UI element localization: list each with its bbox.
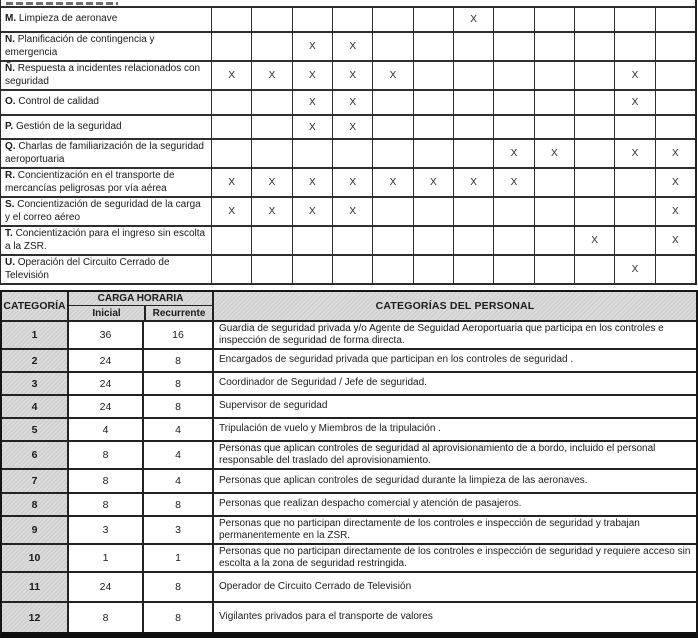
matrix-cell-col12 [655, 227, 695, 254]
matrix-cell-col3 [292, 227, 332, 254]
category-row [2, 440, 696, 468]
x-mark: X [228, 70, 235, 81]
category-row [2, 394, 696, 417]
matrix-cell-col9 [534, 227, 574, 254]
matrix-cell-col1 [211, 8, 251, 31]
matrix-row [1, 91, 695, 116]
personnel-description-cell: Coordinador de Seguridad / Jefe de seguridad. [212, 373, 696, 394]
matrix-cell-col11 [614, 140, 654, 167]
row-letter-prefix: R. [5, 170, 18, 181]
matrix-cell-col3 [292, 116, 332, 138]
recurrente-hours-cell: 8 [142, 396, 212, 417]
matrix-cell-col9 [534, 116, 574, 138]
row-letter-prefix: T. [5, 228, 16, 239]
x-mark: X [591, 235, 598, 246]
matrix-row [1, 8, 695, 33]
inicial-hours-cell: 8 [67, 470, 142, 492]
matrix-cell-col5 [372, 227, 412, 254]
matrix-row-cells [211, 116, 695, 138]
matrix-cell-col2 [251, 169, 291, 196]
category-row [2, 543, 696, 571]
x-mark: X [228, 177, 235, 188]
matrix-cell-col9 [534, 169, 574, 196]
inicial-hours-cell: 24 [67, 396, 142, 417]
matrix-cell-col1 [211, 256, 251, 283]
recurrente-hours-cell: 16 [142, 322, 212, 348]
matrix-cell-col12 [655, 8, 695, 31]
category-number-cell: 1 [2, 322, 67, 348]
matrix-cell-col3 [292, 62, 332, 89]
matrix-cell-col11 [614, 198, 654, 225]
row-letter-prefix: S. [5, 199, 18, 210]
matrix-cell-col5 [372, 169, 412, 196]
matrix-cell-col9 [534, 198, 574, 225]
inicial-hours-cell: 8 [67, 494, 142, 515]
matrix-cell-col8 [493, 91, 533, 114]
inicial-hours-cell: 8 [67, 603, 142, 632]
matrix-cell-col12 [655, 256, 695, 283]
matrix-cell-col6 [413, 140, 453, 167]
personnel-description-cell: Personas que aplican controles de seguridad durante la limpieza de las aeronaves. [212, 470, 696, 492]
matrix-row-cells [211, 140, 695, 167]
matrix-row-label: Ñ. Respuesta a incidentes relacionados con seguridad [5, 63, 201, 87]
header-carga-horaria-group [67, 292, 212, 320]
personnel-description-cell: Personas que realizan despacho comercial y atención de pasajeros. [212, 494, 696, 515]
header-carga-horaria: CARGA HORARIA [69, 292, 212, 306]
matrix-row-cells [211, 227, 695, 254]
matrix-cell-col2 [251, 8, 291, 31]
matrix-cell-col1 [211, 116, 251, 138]
recurrente-hours-cell: 4 [142, 442, 212, 468]
clipped-top-row [1, 0, 695, 8]
matrix-cell-col5 [372, 62, 412, 89]
inicial-hours-cell: 36 [67, 322, 142, 348]
matrix-cell-col6 [413, 116, 453, 138]
matrix-cell-col9 [534, 140, 574, 167]
x-mark: X [308, 41, 316, 52]
inicial-hours-cell: 24 [67, 373, 142, 394]
category-row [2, 348, 696, 371]
matrix-cell-col3 [292, 169, 332, 196]
matrix-cell-col6 [413, 8, 453, 31]
categories-table-header [2, 292, 696, 320]
matrix-row [1, 33, 695, 62]
matrix-cell-col2 [251, 198, 291, 225]
matrix-cell-col10 [574, 256, 614, 283]
category-row [2, 417, 696, 440]
matrix-row-label: R. Concientización en el transporte de mercancías peligrosas por vía aérea [5, 170, 175, 194]
matrix-cell-col3 [292, 33, 332, 60]
x-mark: X [228, 206, 235, 217]
x-mark: X [349, 206, 356, 217]
matrix-cell-col5 [372, 140, 412, 167]
x-mark: X [631, 70, 639, 81]
matrix-cell-col10 [574, 62, 614, 89]
category-row [2, 492, 696, 515]
matrix-cell-col1 [211, 227, 251, 254]
matrix-row [1, 116, 695, 140]
matrix-cell-col9 [534, 8, 574, 31]
category-row [2, 571, 696, 601]
category-number-cell: 2 [2, 350, 67, 371]
x-mark: X [268, 206, 276, 217]
matrix-row-label: T. Concientización para el ingreso sin escolta a la ZSR. [5, 228, 206, 252]
matrix-cell-col7 [453, 256, 493, 283]
matrix-cell-col5 [372, 91, 412, 114]
x-mark: X [308, 70, 316, 81]
recurrente-hours-cell: 8 [142, 573, 212, 601]
matrix-row-cells [211, 33, 695, 60]
matrix-cell-col9 [534, 256, 574, 283]
matrix-cell-col5 [372, 116, 412, 138]
matrix-cell-col1 [211, 62, 251, 89]
matrix-cell-col7 [453, 62, 493, 89]
inicial-hours-cell: 24 [67, 573, 142, 601]
matrix-cell-col11 [614, 62, 654, 89]
matrix-row [1, 140, 695, 169]
personnel-description-cell: Personas que no participan directamente de los controles e inspección de seguridad y requiere acceso sin escolta a la zona de seguridad restringida. [212, 545, 696, 571]
matrix-cell-col2 [251, 256, 291, 283]
matrix-cell-col11 [614, 116, 654, 138]
training-matrix-table [0, 0, 697, 285]
matrix-cell-col8 [493, 256, 533, 283]
x-mark: X [550, 148, 558, 159]
matrix-cell-col8 [493, 198, 533, 225]
matrix-cell-col9 [534, 62, 574, 89]
category-number-cell: 11 [2, 573, 67, 601]
x-mark: X [510, 148, 518, 159]
recurrente-hours-cell: 8 [142, 603, 212, 632]
matrix-cell-col5 [372, 8, 412, 31]
matrix-cell-col4 [332, 140, 372, 167]
header-inicial: Inicial [69, 306, 144, 320]
category-number-cell: 10 [2, 545, 67, 571]
header-recurrente: Recurrente [144, 306, 212, 320]
inicial-hours-cell: 8 [67, 442, 142, 468]
x-mark: X [631, 264, 639, 275]
row-letter-prefix: P. [5, 120, 16, 132]
x-mark: X [308, 97, 316, 108]
matrix-cell-col6 [413, 227, 453, 254]
matrix-row-label: P. Gestión de la seguridad [5, 120, 122, 132]
x-mark: X [470, 14, 477, 25]
inicial-hours-cell: 4 [67, 419, 142, 440]
header-carga-sub [69, 306, 212, 320]
row-letter-prefix: U. [5, 257, 18, 268]
matrix-cell-col8 [493, 169, 533, 196]
matrix-cell-col7 [453, 227, 493, 254]
matrix-cell-col1 [211, 33, 251, 60]
matrix-row [1, 256, 695, 285]
matrix-cell-col6 [413, 62, 453, 89]
matrix-row-label: M. Limpieza de aeronave [5, 13, 118, 25]
header-categoria: CATEGORÍA [2, 292, 67, 320]
matrix-cell-col10 [574, 227, 614, 254]
matrix-cell-col7 [453, 8, 493, 31]
matrix-cell-col6 [413, 198, 453, 225]
inicial-hours-cell: 24 [67, 350, 142, 371]
x-mark: X [389, 70, 397, 81]
matrix-cell-col7 [453, 33, 493, 60]
category-number-cell: 12 [2, 603, 67, 632]
matrix-cell-col4 [332, 33, 372, 60]
matrix-cell-col2 [251, 33, 291, 60]
header-categorias-personal: CATEGORÍAS DEL PERSONAL [212, 292, 696, 320]
matrix-cell-col2 [251, 91, 291, 114]
recurrente-hours-cell: 3 [142, 517, 212, 543]
personnel-description-cell: Tripulación de vuelo y Miembros de la tripulación . [212, 419, 696, 440]
personnel-description-cell: Vigilantes privados para el transporte de valores [212, 603, 696, 632]
x-mark: X [631, 148, 639, 159]
matrix-cell-col7 [453, 116, 493, 138]
matrix-cell-col2 [251, 227, 291, 254]
matrix-row [1, 198, 695, 227]
personnel-description-cell: Encargados de seguridad privada que participan en los controles de seguridad . [212, 350, 696, 371]
matrix-cell-col6 [413, 33, 453, 60]
x-mark: X [349, 177, 356, 188]
x-mark: X [308, 177, 316, 188]
matrix-cell-col12 [655, 116, 695, 138]
x-mark: X [429, 177, 437, 188]
matrix-cell-col1 [211, 91, 251, 114]
row-letter-prefix: Q. [5, 141, 19, 152]
matrix-cell-col1 [211, 169, 251, 196]
matrix-cell-col12 [655, 198, 695, 225]
x-mark: X [389, 177, 397, 188]
matrix-cell-col10 [574, 140, 614, 167]
matrix-row-cells [211, 8, 695, 31]
recurrente-hours-cell: 8 [142, 350, 212, 371]
matrix-cell-col10 [574, 33, 614, 60]
matrix-cell-col11 [614, 169, 654, 196]
recurrente-hours-cell: 4 [142, 419, 212, 440]
matrix-cell-col6 [413, 256, 453, 283]
matrix-cell-col8 [493, 8, 533, 31]
category-number-cell: 6 [2, 442, 67, 468]
x-mark: X [671, 206, 679, 217]
x-mark: X [470, 177, 477, 188]
matrix-cell-col10 [574, 91, 614, 114]
matrix-cell-col11 [614, 227, 654, 254]
matrix-cell-col11 [614, 33, 654, 60]
matrix-cell-col2 [251, 62, 291, 89]
personnel-description-cell: Operador de Circuito Cerrado de Televisión [212, 573, 696, 601]
matrix-cell-col3 [292, 8, 332, 31]
matrix-cell-col12 [655, 91, 695, 114]
category-row [2, 601, 696, 632]
matrix-cell-col2 [251, 116, 291, 138]
matrix-cell-col1 [211, 140, 251, 167]
matrix-cell-col9 [534, 33, 574, 60]
x-mark: X [268, 177, 276, 188]
row-letter-prefix: Ñ. [5, 63, 18, 74]
matrix-cell-col7 [453, 198, 493, 225]
x-mark: X [308, 206, 316, 217]
x-mark: X [268, 70, 276, 81]
matrix-row-label: O. Control de calidad [5, 96, 99, 108]
recurrente-hours-cell: 8 [142, 373, 212, 394]
recurrente-hours-cell: 8 [142, 494, 212, 515]
matrix-cell-col8 [493, 227, 533, 254]
category-rows [2, 320, 696, 632]
inicial-hours-cell: 3 [67, 517, 142, 543]
category-number-cell: 8 [2, 494, 67, 515]
matrix-cell-col7 [453, 140, 493, 167]
category-row [2, 371, 696, 394]
matrix-row-cells [211, 62, 695, 89]
row-letter-prefix: N. [5, 34, 18, 45]
matrix-cell-col8 [493, 33, 533, 60]
matrix-cell-col4 [332, 169, 372, 196]
matrix-cell-col10 [574, 116, 614, 138]
row-letter-prefix: O. [5, 96, 19, 108]
matrix-cell-col5 [372, 256, 412, 283]
matrix-cell-col11 [614, 256, 654, 283]
matrix-cell-col12 [655, 169, 695, 196]
x-mark: X [671, 235, 679, 246]
x-mark: X [671, 148, 679, 159]
matrix-cell-col4 [332, 116, 372, 138]
category-number-cell: 7 [2, 470, 67, 492]
category-number-cell: 9 [2, 517, 67, 543]
x-mark: X [349, 97, 356, 108]
matrix-cell-col11 [614, 91, 654, 114]
matrix-cell-col11 [614, 8, 654, 31]
matrix-cell-col8 [493, 62, 533, 89]
category-number-cell: 5 [2, 419, 67, 440]
personnel-description-cell: Personas que no participan directamente de los controles e inspección de seguridad y trabajan permanentemente en la ZSR. [212, 517, 696, 543]
x-mark: X [671, 177, 679, 188]
recurrente-hours-cell: 4 [142, 470, 212, 492]
matrix-cell-col6 [413, 91, 453, 114]
matrix-cell-col12 [655, 62, 695, 89]
matrix-cell-col4 [332, 256, 372, 283]
matrix-cell-col8 [493, 116, 533, 138]
x-mark: X [631, 97, 639, 108]
matrix-cell-col8 [493, 140, 533, 167]
category-number-cell: 3 [2, 373, 67, 394]
categories-table [0, 290, 698, 638]
matrix-row-cells [211, 198, 695, 225]
matrix-row-cells [211, 169, 695, 196]
matrix-cell-col10 [574, 198, 614, 225]
matrix-cell-col4 [332, 91, 372, 114]
matrix-cell-col12 [655, 33, 695, 60]
x-mark: X [349, 41, 356, 52]
category-row [2, 468, 696, 492]
personnel-description-cell: Personas que aplican controles de seguridad al aprovisionamiento de a bordo, incluido el personal responsable del traslado del aprovisionamiento. [212, 442, 696, 468]
matrix-cell-col2 [251, 140, 291, 167]
matrix-cell-col7 [453, 91, 493, 114]
matrix-row-cells [211, 256, 695, 283]
matrix-cell-col3 [292, 256, 332, 283]
matrix-cell-col4 [332, 62, 372, 89]
matrix-cell-col4 [332, 227, 372, 254]
matrix-cell-col6 [413, 169, 453, 196]
matrix-cell-col5 [372, 33, 412, 60]
matrix-cell-col4 [332, 198, 372, 225]
matrix-cell-col3 [292, 91, 332, 114]
personnel-description-cell: Guardia de seguridad privada y/o Agente de Seguidad Aeroportuaria que participa en los controles e inspección de seguridad de forma directa. [212, 322, 696, 348]
matrix-cell-col10 [574, 169, 614, 196]
matrix-row [1, 227, 695, 256]
matrix-row-label: Q. Charlas de familiarización de la seguridad aeroportuaria [5, 141, 204, 165]
matrix-row [1, 62, 695, 91]
row-letter-prefix: M. [5, 13, 19, 25]
matrix-cell-col5 [372, 198, 412, 225]
x-mark: X [510, 177, 518, 188]
x-mark: X [349, 121, 356, 133]
recurrente-hours-cell: 1 [142, 545, 212, 571]
matrix-cell-col7 [453, 169, 493, 196]
matrix-cell-col9 [534, 91, 574, 114]
matrix-row [1, 169, 695, 198]
matrix-cell-col10 [574, 8, 614, 31]
inicial-hours-cell: 1 [67, 545, 142, 571]
matrix-row-cells [211, 91, 695, 114]
matrix-row-label: N. Planificación de contingencia y emergencia [5, 34, 155, 58]
x-mark: X [308, 121, 316, 133]
matrix-row-label: U. Operación del Circuito Cerrado de Televisión [5, 257, 170, 281]
clipped-text-sliver [6, 2, 118, 5]
category-row [2, 320, 696, 348]
personnel-description-cell: Supervisor de seguridad [212, 396, 696, 417]
matrix-cell-col4 [332, 8, 372, 31]
category-row [2, 515, 696, 543]
matrix-cell-col3 [292, 140, 332, 167]
matrix-row-label: S. Concientización de seguridad de la carga y el correo aéreo [5, 199, 201, 223]
category-number-cell: 4 [2, 396, 67, 417]
x-mark: X [349, 70, 356, 81]
matrix-rows [1, 8, 695, 285]
matrix-cell-col12 [655, 140, 695, 167]
matrix-cell-col1 [211, 198, 251, 225]
matrix-cell-col3 [292, 198, 332, 225]
